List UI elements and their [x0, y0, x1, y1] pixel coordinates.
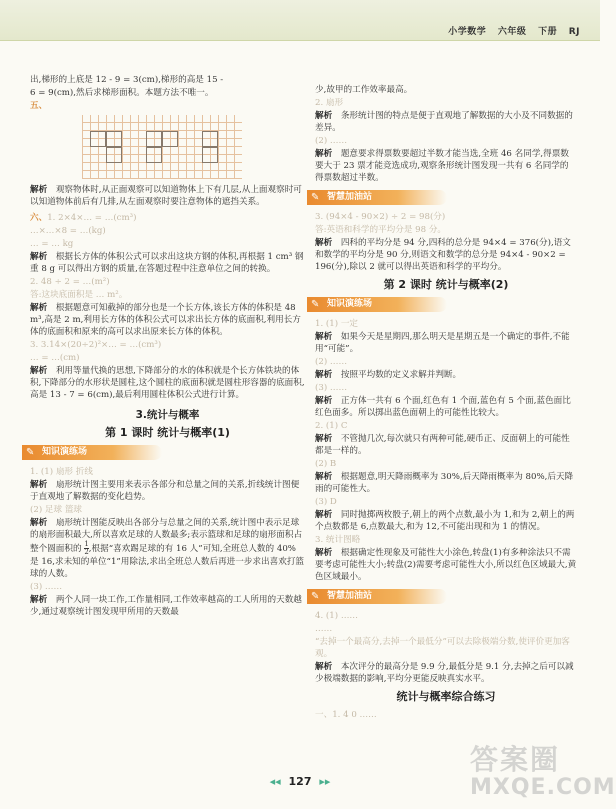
right-column [315, 84, 577, 722]
wisdom-station-tag: ✎ 智慧加油站 [307, 190, 447, 205]
view-square [202, 147, 218, 163]
header-subject: 小学数学 [448, 27, 487, 37]
answer-line: (3) …… [315, 383, 348, 393]
answer-line: …… [315, 624, 333, 634]
q5-label: 五、 [30, 101, 48, 111]
view-square [106, 147, 122, 163]
knowledge-practice-tag: ✎ 知识演练场 [307, 297, 447, 312]
analysis-block: 解析 根据题意,明天降雨概率为 30%,后天降雨概率为 80%,后天降雨的可能性大。 [315, 472, 574, 494]
left-text-2: 6 = 9(cm),然后求梯形面积。本题方法不唯一。 [30, 88, 214, 98]
analysis-block: 解析 同时抛掷两枚骰子,朝上的两个点数,最小为 1,和为 2,朝上的两个点数都是 6,点数最大,和为 12,不可能出现和为 1 的情况。 [315, 510, 575, 532]
q6-label: 六、 [30, 213, 48, 223]
running-header [440, 26, 580, 38]
answer-line: 3. 统计图略 [315, 535, 361, 545]
analysis-block: 解析 本次评分的最高分是 9.9 分,最低分是 9.1 分,去掉之后可以减少极端数据的影响,平均分更能反映真实水平。 [315, 662, 574, 684]
analysis-block: 解析 利用等量代换的思想,下降部分的水的体积就是个长方体铁块的体积,下降部分的水形状是圆柱,这个圆柱的底面积就是圆柱形容器的底面积,高是 13 - 7 = 6(cm),最后利用圆柱体积公式进行计算。 [30, 366, 305, 400]
answer-line: … = …(cm) [30, 353, 80, 363]
answer-line: 答:这块底面积是 … m²。 [30, 290, 128, 300]
view-square [106, 131, 122, 147]
header-edition: RJ [568, 27, 580, 37]
lesson-title: 第 1 课时 统计与概率(1) [105, 426, 230, 439]
answer-line: 答:英语和科学的平均分是 98 分。 [315, 225, 447, 235]
analysis-block: 解析 按照平均数的定义求解并判断。 [315, 370, 462, 380]
answer-line: 一、1. 4 0 …… [315, 710, 377, 720]
analysis-block: 解析 根据题意可知截掉的部分也是一个长方体,该长方体的体积是 48 m³,高是 2 m,利用长方体的体积公式可以求出长方体的底面积,利用长方体的底面积和原来的高可以求出原来长方体的体积。 [30, 303, 301, 337]
answer-line: … = … kg [30, 239, 74, 249]
answer-line: 2. (1) C [315, 421, 348, 431]
analysis-block: 解析 正方体一共有 6 个面,红色有 1 个面,蓝色有 5 个面,蓝色面比红色面多。所以掷出蓝色面朝上的可能性比较大。 [315, 396, 571, 418]
analysis-block: 解析 四科的平均分是 94 分,四科的总分是 94×4 = 376(分),语文和数学的平均分是 90 分,则语文和数学的总分是 94×4 - 90×2 = 196(分),除以 2 就可以得出英语和科学的平均分。 [315, 238, 571, 272]
section-title: 统计与概率综合练习 [396, 690, 496, 703]
analysis-block: 解析 根据长方体的体积公式可以求出这块方钢的体积,再根据 1 cm³ 钢重 8 g 可以得出方钢的质量,在答题过程中注意单位之间的转换。 [30, 252, 304, 274]
analysis-block: 解析 两个人同一块工作,工作量相同,工作效率越高的工人所用的天数越少,通过观察统计图发现甲所用的天数最 [30, 595, 302, 617]
answer-line: (3) D [315, 497, 337, 507]
answer-line: 2. 扇形 [315, 98, 344, 108]
answer-line: 1. 2×4×… = …(cm³) [47, 213, 137, 223]
prev-arrow-icon: ◂◂ [269, 775, 281, 788]
watermark-line-2: MXQE.COM [470, 775, 616, 800]
answer-line: (2) 足球 篮球 [30, 505, 83, 515]
answer-line: (2) …… [315, 357, 348, 367]
lesson-title: 第 2 课时 统计与概率(2) [383, 278, 509, 291]
watermark [470, 743, 616, 804]
header-grade: 六年级 [497, 27, 527, 37]
view-square [202, 131, 218, 147]
watermark-line-1: 答案圈 [470, 743, 561, 776]
analysis-block: 解析 题意要求得票数要超过半数才能当选,全班 46 名同学,得票数要大于 23 票才能竞选成功,观察条形统计图发现一共有 6 名同学的得票数超过半数。 [315, 149, 569, 183]
analysis-block: 解析 观察物体时,从正面观察可以知道物体上下有几层,从上面观察时可以知道物体前后有几排,从左面观察时要注意物体的遮挡关系。 [30, 185, 302, 207]
knowledge-practice-tag: ✎ 知识演练场 [22, 445, 162, 460]
view-square [146, 147, 162, 163]
view-square [162, 131, 178, 147]
analysis-block: 解析 如果今天是星期四,那么明天是星期五是一个确定的事件,不能用“可能”。 [315, 332, 570, 354]
next-arrow-icon: ▸▸ [319, 775, 331, 788]
answer-line: (2) B [315, 459, 337, 469]
answer-line: 3. 3.14×(20÷2)²×… = …(cm³) [30, 340, 162, 350]
page-number: ◂◂ 127 ▸▸ [269, 775, 331, 788]
answer-line: “去掉一个最高分,去掉一个最低分”可以去除极端分数,使评价更加客观。 [315, 637, 570, 659]
section-title: 3.统计与概率 [135, 409, 200, 421]
view-square [90, 131, 106, 147]
answer-line: (3) …… [30, 582, 63, 592]
answer-line: 1. (1) 扇形 折线 [30, 467, 93, 477]
wisdom-station-tag: ✎ 智慧加油站 [307, 589, 447, 604]
answer-line: …×…×8 = …(kg) [30, 226, 106, 236]
answer-line: (2) …… [315, 136, 348, 146]
analysis-block: 解析 不管抛几次,每次就只有两种可能,硬币正、反面朝上的可能性都是一样的。 [315, 434, 570, 456]
three-views-figure [82, 115, 242, 179]
right-text-1: 少,故甲的工作效率最高。 [315, 85, 413, 95]
analysis-block: 解析 扇形统计图主要用来表示各部分和总量之间的关系,折线统计图便于直观地了解数据的变化趋势。 [30, 480, 300, 502]
answer-line: 3. (94×4 - 90×2) ÷ 2 = 98(分) [315, 212, 446, 222]
left-column [30, 74, 305, 619]
left-text-1: 出,梯形的上底是 12 - 9 = 3(cm),梯形的高是 15 - [30, 75, 224, 85]
header-volume: 下册 [538, 27, 558, 37]
answer-line: 1. (1) 一定 [315, 319, 359, 329]
fraction: $\frac{1}{2}$ [84, 540, 89, 556]
answer-line: 2. 48 ÷ 2 = …(m²) [30, 277, 110, 287]
answer-line: 4. (1) …… [315, 611, 359, 621]
analysis-block: 解析 扇形统计图能反映出各部分与总量之间的关系,统计图中表示足球的扇形面积最大,所以喜欢足球的人数最多;表示篮球和足球的扇形面积占整个圆面积的 $\frac{1}{2}$ ,根据“喜欢踢足球的有 16 人”可知,全班总人数的 40% 是 16,求未知的单位“1”用除法,求出全班总人数后再进一步求出喜欢打篮球的人数。 [30, 518, 305, 579]
view-square [146, 131, 162, 147]
analysis-block: 解析 根据确定性现象及可能性大小涂色,转盘(1)有多种涂法只不需要考虑可能性大小;转盘(2)需要考虑可能性大小,所以红色区域最大,黄色区域最小。 [315, 548, 577, 582]
analysis-block: 解析 条形统计图的特点是便于直观地了解数据的大小及不同数据的差异。 [315, 111, 573, 133]
